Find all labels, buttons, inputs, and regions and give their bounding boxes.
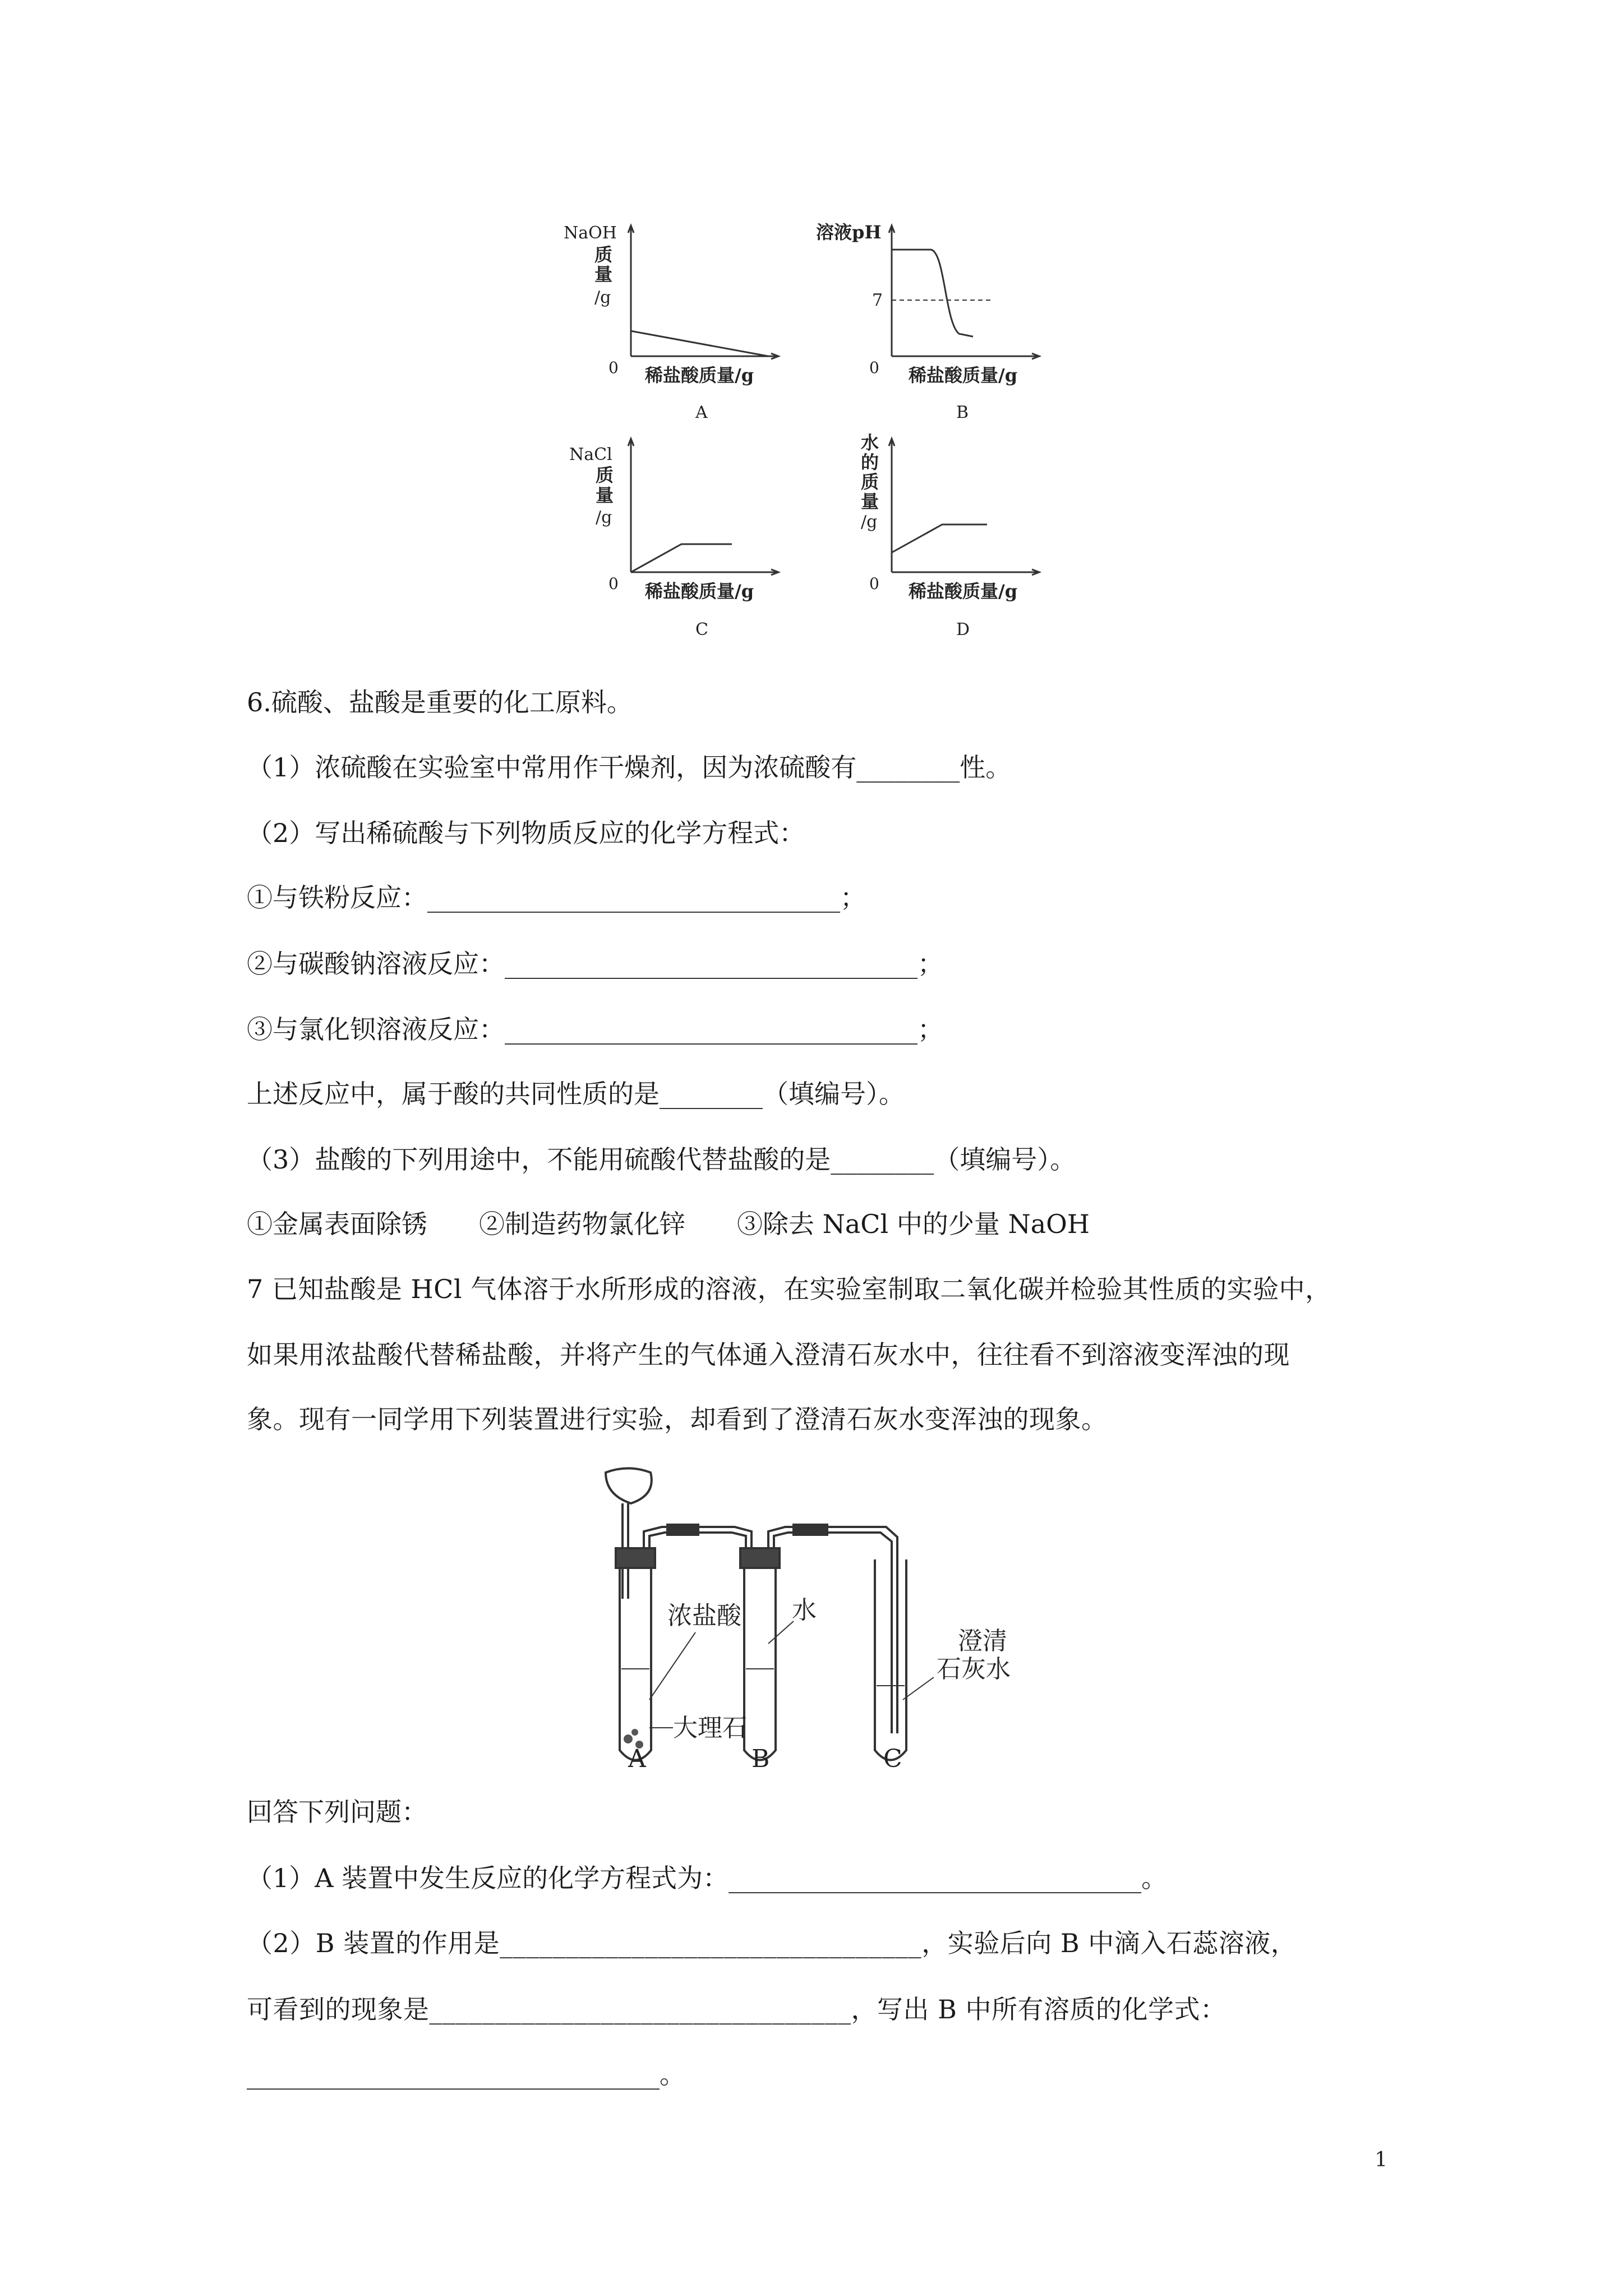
q6-stem: 6.硫酸、盐酸是重要的化工原料。: [247, 687, 633, 717]
label-tube-b: B: [751, 1745, 770, 1770]
graph-a-origin: 0: [608, 358, 619, 377]
graph-d-line: [892, 524, 987, 553]
graph-d-origin: 0: [869, 574, 879, 593]
graph-d-caption: D: [956, 620, 970, 639]
q6-options: ①金属表面除锈 ②制造药物氯化锌 ③除去 NaCl 中的少量 NaOH: [247, 1209, 1090, 1239]
label-concentrated-hcl: 浓盐酸: [667, 1602, 741, 1630]
label-tube-c: C: [883, 1745, 902, 1770]
q7-answer-2-line-1: （2）B 装置的作用是________________________________，实验后向 B 中滴入石蕊溶液，: [247, 1928, 1297, 1958]
graph-d-xlabel: 稀盐酸质量/g: [909, 581, 1018, 602]
label-tube-a: A: [628, 1745, 646, 1770]
q7-line-2: 如果用浓盐酸代替稀盐酸，并将产生的气体通入澄清石灰水中，往往看不到溶液变浑浊的现: [247, 1340, 1290, 1370]
graph-a-ylabel-1: NaOH: [564, 223, 617, 243]
label-limewater-2: 石灰水: [937, 1655, 1011, 1683]
q7-answer-1: （1）A 装置中发生反应的化学方程式为：________________________________。: [247, 1863, 1168, 1893]
label-marble: 大理石: [673, 1714, 747, 1742]
graph-c-ylabel-3: 量: [596, 485, 614, 506]
graph-c-origin: 0: [608, 574, 619, 593]
q7-answer-2-line-2: 可看到的现象是________________________________，写出 B 中所有溶质的化学式：: [247, 1994, 1227, 2024]
graph-c-ylabel-1: NaCl: [569, 445, 612, 464]
graph-d-ylabel-1: 水: [861, 432, 879, 453]
q7-answer-intro: 回答下列问题：: [247, 1797, 427, 1827]
graph-a-ylabel-3: 量: [594, 264, 613, 285]
q7-answer-2-line-3: ________________________________。: [247, 2059, 685, 2090]
q7-line-3: 象。现有一同学用下列装置进行实验，却看到了澄清石灰水变浑浊的现象。: [247, 1404, 1108, 1434]
graph-d-ylabel-3: 质: [861, 471, 879, 493]
q6-part1: （1）浓硫酸在实验室中常用作干燥剂，因为浓硫酸有________性。: [247, 752, 1012, 783]
graph-d-ylabel-5: /g: [861, 512, 878, 532]
graph-b-ytick: 7: [872, 291, 883, 310]
graph-b-origin: 0: [869, 358, 879, 377]
graph-d-ylabel-4: 量: [861, 491, 879, 512]
graph-a-ylabel-4: /g: [594, 288, 611, 307]
graph-a-ylabel-2: 质: [594, 244, 613, 265]
graph-d-ylabel-2: 的: [861, 452, 879, 473]
q6-reaction-carbonate: ②与碳酸钠溶液反应：________________________________；: [247, 949, 943, 979]
graph-c-ylabel-4: /g: [596, 508, 612, 527]
apparatus-figure: [583, 1464, 1043, 1770]
graph-a-line: [631, 331, 768, 356]
q7-line-1: 7 已知盐酸是 HCl 气体溶于水所形成的溶液，在实验室制取二氧化碳并检验其性质的实验中，: [247, 1274, 1331, 1304]
graphs-figure: [544, 213, 1077, 656]
graph-a-xlabel: 稀盐酸质量/g: [645, 365, 754, 386]
q6-reaction-iron: ①与铁粉反应：________________________________；: [247, 882, 866, 913]
label-limewater-1: 澄清: [958, 1627, 1007, 1655]
graph-b-xlabel: 稀盐酸质量/g: [909, 365, 1018, 386]
graph-c-xlabel: 稀盐酸质量/g: [645, 581, 754, 602]
q6-part3: （3）盐酸的下列用途中，不能用硫酸代替盐酸的是________（填编号）。: [247, 1144, 1076, 1175]
page-number: 1: [1375, 2148, 1387, 2171]
q6-reaction-barium: ③与氯化钡溶液反应：________________________________；: [247, 1014, 943, 1045]
graph-c-ylabel-2: 质: [596, 464, 614, 486]
label-water: 水: [792, 1596, 817, 1625]
graph-b-caption: B: [956, 403, 969, 422]
graph-c-line: [631, 544, 732, 572]
graph-b-curve: [892, 250, 973, 337]
q6-part2: （2）写出稀硫酸与下列物质反应的化学方程式：: [247, 818, 805, 848]
graph-a-caption: A: [695, 403, 708, 422]
graph-c-caption: C: [695, 620, 708, 639]
q6-common-property: 上述反应中，属于酸的共同性质的是________（填编号）。: [247, 1079, 905, 1109]
graph-b-ylabel: 溶液pH: [816, 222, 882, 243]
